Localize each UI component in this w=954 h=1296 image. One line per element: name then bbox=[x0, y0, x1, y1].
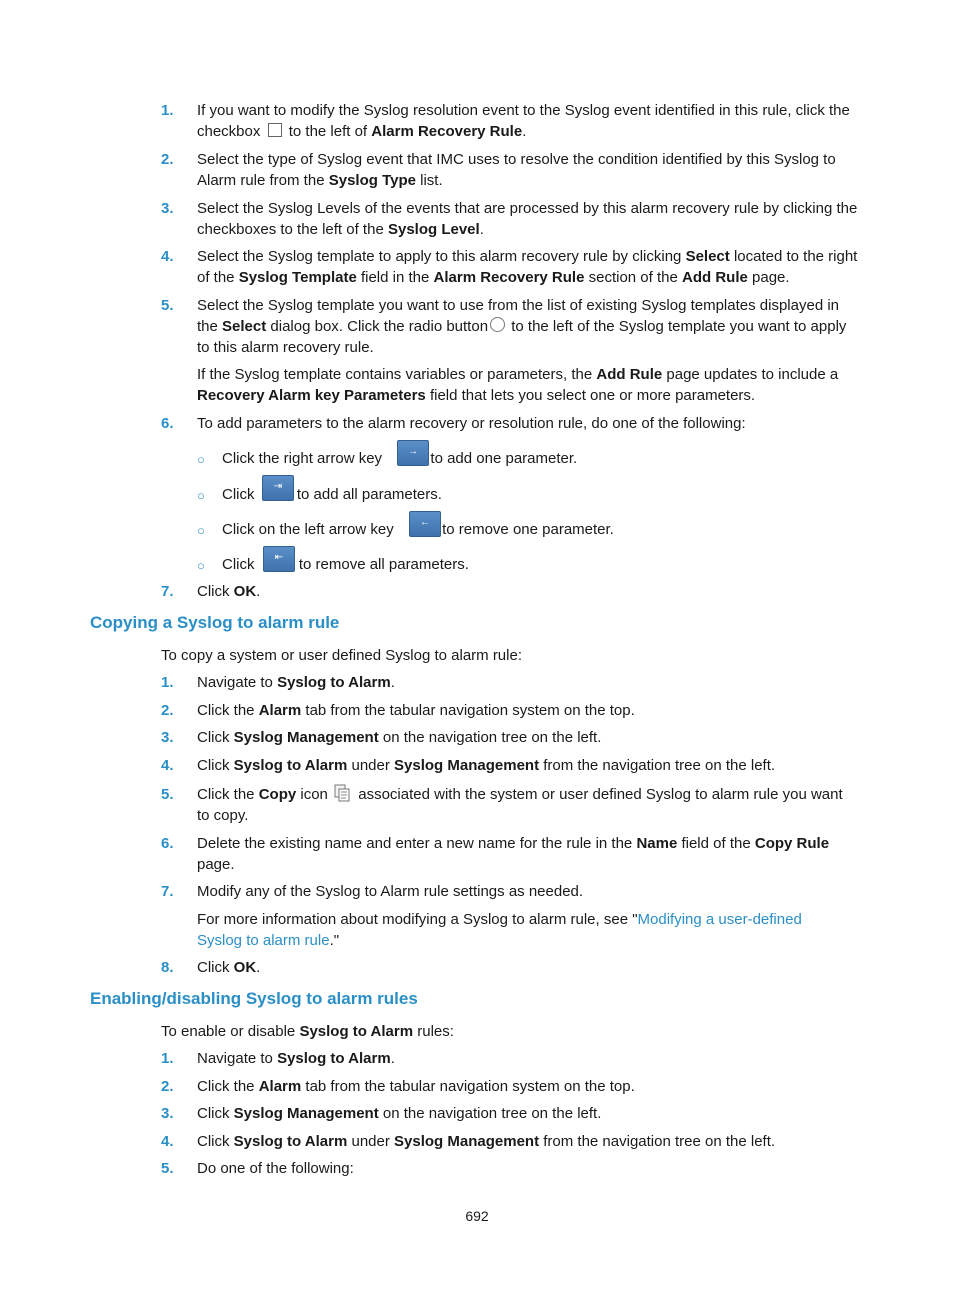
step-text bbox=[197, 672, 864, 693]
text: Click the right arrow key bbox=[222, 450, 383, 467]
step-text bbox=[197, 755, 864, 776]
step-text bbox=[197, 198, 864, 240]
text: Click bbox=[197, 583, 230, 600]
ui-term: Syslog Template bbox=[238, 269, 357, 286]
text: Click the bbox=[197, 1078, 255, 1095]
step-number: 4. bbox=[161, 1133, 174, 1150]
step-number: 7. bbox=[161, 883, 174, 900]
text: located to the right bbox=[733, 248, 858, 265]
remove-all-key-icon: ⇤ bbox=[263, 546, 295, 572]
ui-term: Syslog to Alarm bbox=[299, 1023, 414, 1040]
text: Select the Syslog template to apply to this alarm recovery rule by clicking bbox=[197, 248, 682, 265]
step-text bbox=[197, 727, 864, 748]
step-text bbox=[197, 1048, 864, 1069]
ui-term: Syslog Level bbox=[387, 221, 480, 238]
add-all-key-icon: ⇥ bbox=[262, 475, 294, 501]
text: to remove all parameters. bbox=[298, 556, 469, 573]
step-text bbox=[197, 881, 864, 902]
text: Click the bbox=[197, 786, 255, 803]
step-text bbox=[197, 1131, 864, 1152]
cross-reference-link[interactable]: Syslog to alarm rule bbox=[197, 932, 330, 949]
step-note bbox=[197, 909, 864, 951]
text: Click bbox=[222, 486, 255, 503]
text: to copy. bbox=[197, 807, 249, 824]
text: list. bbox=[420, 172, 443, 189]
ui-term: Alarm Recovery Rule bbox=[371, 123, 523, 140]
section-intro bbox=[161, 1021, 454, 1042]
text: field of the bbox=[681, 835, 751, 852]
text: To add parameters to the alarm recovery or resolution rule, do one of the following: bbox=[197, 415, 746, 432]
text: If you want to modify the Syslog resolution event to the Syslog event identified in this rule, click the bbox=[197, 102, 850, 119]
section-intro: To copy a system or user defined Syslog to alarm rule: bbox=[161, 647, 522, 664]
ui-term: Copy Rule bbox=[754, 835, 830, 852]
step-number: 2. bbox=[161, 1078, 174, 1095]
bullet-icon: ○ bbox=[197, 558, 205, 573]
text: Select the type of Syslog event that IMC uses to resolve the condition identified by this Syslog to bbox=[197, 151, 836, 168]
text: page updates to include a bbox=[666, 366, 839, 383]
ui-term: Alarm bbox=[258, 702, 302, 719]
ui-term: Select bbox=[685, 248, 730, 265]
ui-term: Add Rule bbox=[596, 366, 663, 383]
ui-term: Syslog to Alarm bbox=[277, 674, 391, 691]
text: Delete the existing name and enter a new name for the rule in the bbox=[197, 835, 633, 852]
step-number: 7. bbox=[161, 583, 174, 600]
ui-term: Copy bbox=[258, 786, 297, 803]
step-number: 1. bbox=[161, 102, 174, 119]
ui-term: Select bbox=[222, 318, 267, 335]
text: rules: bbox=[417, 1023, 454, 1040]
text: To enable or disable bbox=[161, 1023, 296, 1040]
checkbox-icon bbox=[268, 123, 282, 137]
text: Click bbox=[197, 1105, 230, 1122]
text: from the navigation tree on the left. bbox=[543, 1133, 776, 1150]
step-text bbox=[197, 833, 864, 875]
sub-step bbox=[222, 484, 442, 505]
text: Do one of the following: bbox=[197, 1160, 354, 1177]
step-text bbox=[197, 246, 864, 288]
ui-term: Syslog Management bbox=[233, 1105, 379, 1122]
radio-button-icon bbox=[490, 317, 505, 332]
step-text bbox=[197, 784, 864, 826]
page-number: 692 bbox=[465, 1208, 489, 1224]
text: of the bbox=[197, 269, 235, 286]
bullet-icon: ○ bbox=[197, 452, 205, 467]
text: Navigate to bbox=[197, 674, 273, 691]
text: . bbox=[390, 674, 395, 691]
text: to this alarm recovery rule. bbox=[197, 339, 374, 356]
step-number: 5. bbox=[161, 297, 174, 314]
text: . bbox=[256, 959, 261, 976]
text: icon bbox=[300, 786, 328, 803]
text: . bbox=[390, 1050, 395, 1067]
bullet-icon: ○ bbox=[197, 523, 205, 538]
text: to the left of bbox=[288, 123, 368, 140]
text: the bbox=[197, 318, 218, 335]
cross-reference-link[interactable]: Modifying a user-defined bbox=[637, 911, 802, 928]
text: Click bbox=[197, 959, 230, 976]
text: Select the Syslog Levels of the events that are processed by this alarm recovery rule by clicking the bbox=[197, 200, 858, 217]
step-number: 6. bbox=[161, 835, 174, 852]
text: For more information about modifying a Syslog to alarm rule, see " bbox=[197, 911, 638, 928]
ui-term: Syslog to Alarm bbox=[233, 757, 348, 774]
copy-icon bbox=[334, 784, 352, 802]
step-text bbox=[197, 100, 864, 142]
text: tab from the tabular navigation system on the top. bbox=[305, 1078, 635, 1095]
text: checkbox bbox=[197, 123, 261, 140]
text: ." bbox=[329, 932, 340, 949]
ui-term: Syslog Management bbox=[394, 1133, 540, 1150]
step-text bbox=[197, 1103, 864, 1124]
ui-term: Syslog to Alarm bbox=[233, 1133, 348, 1150]
step-number: 1. bbox=[161, 674, 174, 691]
ui-term: Syslog Type bbox=[328, 172, 416, 189]
text: tab from the tabular navigation system on the top. bbox=[305, 702, 635, 719]
step-number: 2. bbox=[161, 702, 174, 719]
text: Click bbox=[197, 757, 230, 774]
right-arrow-key-icon: → bbox=[397, 440, 429, 466]
text: field that lets you select one or more parameters. bbox=[429, 387, 756, 404]
text: checkboxes to the left of the bbox=[197, 221, 384, 238]
text: Alarm rule from the bbox=[197, 172, 325, 189]
text: associated with the system or user defined Syslog to alarm rule you want bbox=[358, 786, 843, 803]
step-text bbox=[197, 957, 864, 978]
text: on the navigation tree on the left. bbox=[382, 1105, 602, 1122]
text: on the navigation tree on the left. bbox=[382, 729, 602, 746]
text: Select the Syslog template you want to use from the list of existing Syslog templates displayed in bbox=[197, 297, 839, 314]
step-text bbox=[197, 1076, 864, 1097]
ui-term: Syslog Management bbox=[233, 729, 379, 746]
step-number: 5. bbox=[161, 1160, 174, 1177]
step-number: 1. bbox=[161, 1050, 174, 1067]
step-text bbox=[197, 413, 864, 434]
step-text bbox=[197, 700, 864, 721]
ui-term: Recovery Alarm key Parameters bbox=[197, 387, 426, 404]
text: to add one parameter. bbox=[430, 450, 578, 467]
ui-term: OK bbox=[233, 959, 257, 976]
section-heading: Enabling/disabling Syslog to alarm rules bbox=[90, 989, 418, 1008]
text: to add all parameters. bbox=[296, 486, 442, 503]
step-number: 3. bbox=[161, 1105, 174, 1122]
ui-term: Alarm bbox=[258, 1078, 302, 1095]
text: under bbox=[351, 757, 390, 774]
step-number: 6. bbox=[161, 415, 174, 432]
ui-term: Add Rule bbox=[682, 269, 748, 286]
ui-term: Syslog Management bbox=[394, 757, 540, 774]
sub-step bbox=[222, 554, 469, 575]
step-text bbox=[197, 581, 864, 602]
bullet-icon: ○ bbox=[197, 488, 205, 503]
text: page. bbox=[752, 269, 790, 286]
text: field in the bbox=[360, 269, 430, 286]
text: to the left of the Syslog template you want to apply bbox=[511, 318, 847, 335]
text: Click bbox=[222, 556, 255, 573]
step-note bbox=[197, 364, 864, 406]
step-number: 4. bbox=[161, 248, 174, 265]
text: section of the bbox=[588, 269, 678, 286]
text: . bbox=[479, 221, 484, 238]
ui-term: Name bbox=[636, 835, 678, 852]
text: from the navigation tree on the left. bbox=[543, 757, 776, 774]
step-text bbox=[197, 149, 864, 191]
text: Navigate to bbox=[197, 1050, 273, 1067]
text: Modify any of the Syslog to Alarm rule settings as needed. bbox=[197, 883, 584, 900]
text: . bbox=[256, 583, 261, 600]
step-number: 2. bbox=[161, 151, 174, 168]
ui-term: Syslog to Alarm bbox=[277, 1050, 391, 1067]
step-number: 3. bbox=[161, 729, 174, 746]
text: . bbox=[522, 123, 527, 140]
step-number: 5. bbox=[161, 786, 174, 803]
section-heading: Copying a Syslog to alarm rule bbox=[90, 613, 340, 632]
step-text bbox=[197, 295, 864, 358]
text: dialog box. Click the radio button bbox=[270, 318, 489, 335]
ui-term: OK bbox=[233, 583, 257, 600]
text: Click bbox=[197, 729, 230, 746]
ui-term: Alarm Recovery Rule bbox=[433, 269, 585, 286]
text: If the Syslog template contains variables or parameters, the bbox=[197, 366, 593, 383]
step-number: 4. bbox=[161, 757, 174, 774]
left-arrow-key-icon: ← bbox=[409, 511, 441, 537]
text: Click the bbox=[197, 702, 255, 719]
step-text bbox=[197, 1158, 864, 1179]
text: Click bbox=[197, 1133, 230, 1150]
text: page. bbox=[197, 856, 235, 873]
text: to remove one parameter. bbox=[442, 521, 614, 538]
step-number: 3. bbox=[161, 200, 174, 217]
text: Click on the left arrow key bbox=[222, 521, 394, 538]
text: under bbox=[351, 1133, 390, 1150]
step-number: 8. bbox=[161, 959, 174, 976]
